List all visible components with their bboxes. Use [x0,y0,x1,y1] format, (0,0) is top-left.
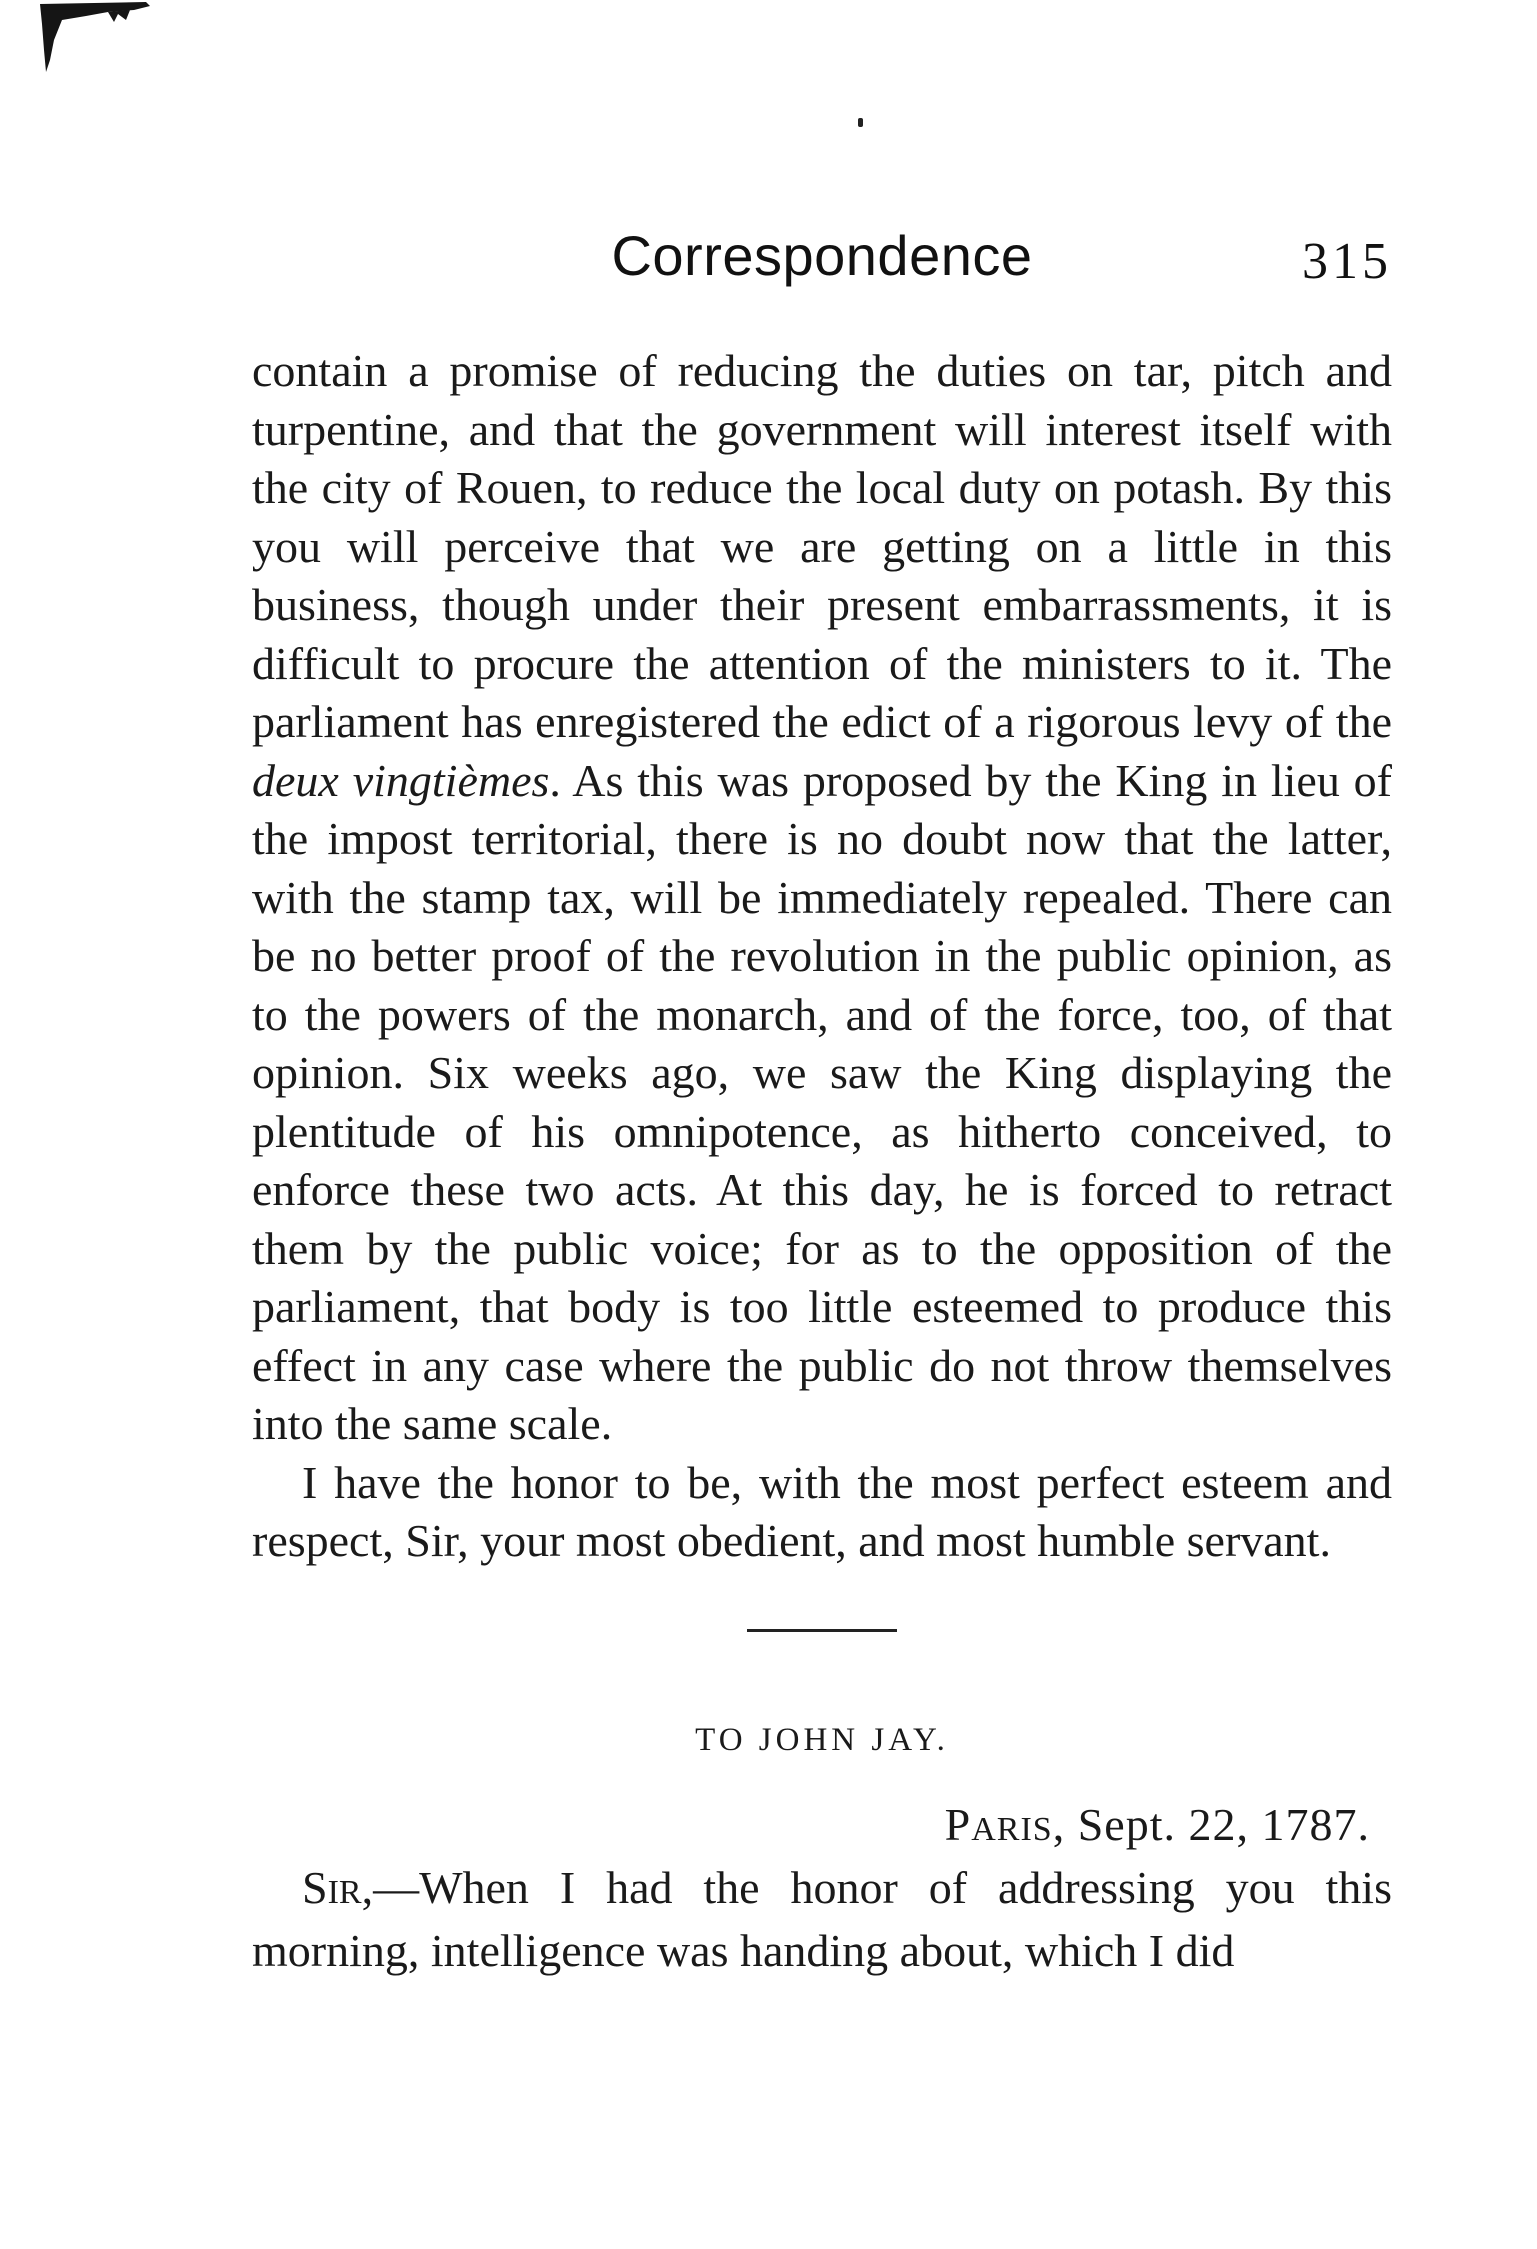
body-text [252,342,1392,1981]
paragraph-letter-continued [252,342,1392,1454]
letter-opening-text: ,—When I had the honor of addressing you this morning, intelligence was handing about, which I did [252,1861,1392,1976]
salutation-initial: S [302,1861,328,1913]
italic-phrase: deux vingtièmes [252,754,550,806]
letter-date: , Sept. 22, 1787. [1052,1798,1370,1850]
book-page [252,216,1392,1981]
page-title: Correspondence [611,224,1033,287]
paragraph-text-part-2: . As this was proposed by the King in lieu of the impost territorial, there is no doubt now that the latter, with the stamp tax, will be immediately repealed. There can be no better proof of the revolution in the public opinion, as to the powers of the monarch, and of the force, too, of that opinion. Six weeks ago, we saw the King displaying the plentitude of his omnipotence, as hitherto conceived, to enforce these two acts. At this day, he is forced to retract them by the public voice; for as to the opposition of the parliament, that body is too little esteemed to produce this effect in any case where the public do not throw themselves into the same scale. [252,754,1392,1449]
page-number: 315 [1302,233,1392,290]
place-rest: ARIS [971,1810,1053,1848]
section-divider-rule [747,1629,897,1632]
paragraph-text-part-1: contain a promise of reducing the duties on tar, pitch and turpentine, and that the government will interest itself with the city of Rouen, to reduce the local duty on potash. By this you will perceive that we are getting on a little in this business, though under their present embarrassments, it is difficult to procure the attention of the ministers to it. The parliament has enregistered the edict of a rigorous levy of the [252,345,1392,747]
salutation-rest: IR [327,1873,362,1911]
place-initial: P [944,1798,972,1850]
paragraph-closing: I have the honor to be, with the most perfect esteem and respect, Sir, your most obedient, and most humble servant. [252,1456,1392,1566]
page-corner-blot-mark [38,0,158,75]
print-dot-mark [858,118,863,127]
running-header [252,216,1392,296]
letter-opening-paragraph [252,1859,1392,1981]
letter-address: TO JOHN JAY. [695,1721,949,1758]
letter-dateline [252,1796,1392,1859]
